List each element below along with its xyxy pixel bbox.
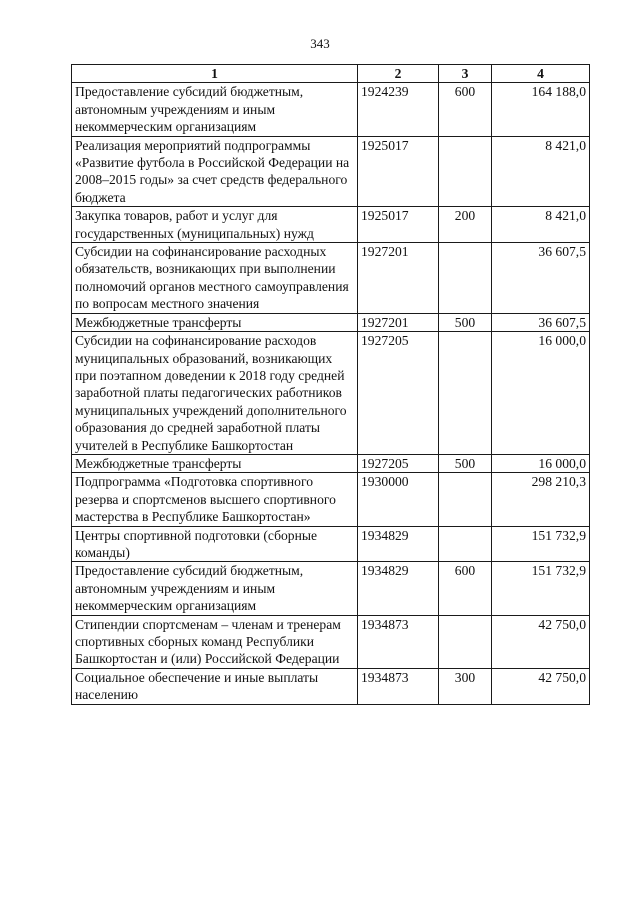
row-name-cell: Субсидии на софинансирование расходных обязательств, возникающих при выполнении полномочий органов местного самоуправления по вопросам местного значения bbox=[72, 243, 358, 314]
row-name-cell: Закупка товаров, работ и услуг для государственных (муниципальных) нужд bbox=[72, 207, 358, 243]
page-number: 343 bbox=[310, 36, 330, 51]
row-code-cell: 1934873 bbox=[358, 615, 439, 668]
row-kind-cell bbox=[439, 473, 492, 526]
row-code-cell: 1925017 bbox=[358, 207, 439, 243]
row-amount-cell: 36 607,5 bbox=[492, 243, 590, 314]
table-row bbox=[72, 207, 590, 243]
row-amount-cell: 151 732,9 bbox=[492, 562, 590, 615]
table-row bbox=[72, 615, 590, 668]
row-amount-cell: 36 607,5 bbox=[492, 313, 590, 331]
row-name-cell: Межбюджетные трансферты bbox=[72, 454, 358, 472]
row-name-cell: Субсидии на софинансирование расходов муниципальных образований, возникающих при поэтапном доведении к 2018 году средней заработной платы педагогических работников муниципальных учреждений дополнительного образования до средней заработной платы учителей в Республике Башкортостан bbox=[72, 332, 358, 455]
row-code-cell: 1924239 bbox=[358, 83, 439, 136]
row-name-cell: Социальное обеспечение и иные выплаты населению bbox=[72, 668, 358, 704]
row-code-cell: 1927201 bbox=[358, 243, 439, 314]
row-amount-cell: 16 000,0 bbox=[492, 332, 590, 455]
row-kind-cell bbox=[439, 526, 492, 562]
row-kind-cell: 600 bbox=[439, 83, 492, 136]
table-row bbox=[72, 454, 590, 472]
row-name-cell: Подпрограмма «Подготовка спортивного резерва и спортсменов высшего спортивного мастерства в Республике Башкортостан» bbox=[72, 473, 358, 526]
row-amount-cell: 16 000,0 bbox=[492, 454, 590, 472]
row-amount-cell: 42 750,0 bbox=[492, 615, 590, 668]
row-code-cell: 1934829 bbox=[358, 526, 439, 562]
row-name-cell: Предоставление субсидий бюджетным, автономным учреждениям и иным некоммерческим организациям bbox=[72, 83, 358, 136]
column-header-4: 4 bbox=[492, 65, 590, 83]
row-name-cell: Стипендии спортсменам – членам и тренерам спортивных сборных команд Республики Башкортостан и (или) Российской Федерации bbox=[72, 615, 358, 668]
row-kind-cell: 300 bbox=[439, 668, 492, 704]
row-amount-cell: 8 421,0 bbox=[492, 207, 590, 243]
row-kind-cell: 200 bbox=[439, 207, 492, 243]
table-row bbox=[72, 313, 590, 331]
row-name-cell: Центры спортивной подготовки (сборные команды) bbox=[72, 526, 358, 562]
table-body bbox=[72, 83, 590, 704]
row-amount-cell: 164 188,0 bbox=[492, 83, 590, 136]
row-code-cell: 1930000 bbox=[358, 473, 439, 526]
table-row bbox=[72, 526, 590, 562]
table-row bbox=[72, 562, 590, 615]
row-kind-cell bbox=[439, 136, 492, 207]
row-kind-cell: 500 bbox=[439, 454, 492, 472]
column-header-1: 1 bbox=[72, 65, 358, 83]
column-header-2: 2 bbox=[358, 65, 439, 83]
row-name-cell: Межбюджетные трансферты bbox=[72, 313, 358, 331]
row-code-cell: 1927205 bbox=[358, 332, 439, 455]
row-name-cell: Реализация мероприятий подпрограммы «Развитие футбола в Российской Федерации на 2008–2015 годы» за счет средств федерального бюджета bbox=[72, 136, 358, 207]
row-amount-cell: 42 750,0 bbox=[492, 668, 590, 704]
row-code-cell: 1934829 bbox=[358, 562, 439, 615]
column-header-3: 3 bbox=[439, 65, 492, 83]
row-kind-cell: 500 bbox=[439, 313, 492, 331]
row-kind-cell bbox=[439, 615, 492, 668]
row-name-cell: Предоставление субсидий бюджетным, автономным учреждениям и иным некоммерческим организациям bbox=[72, 562, 358, 615]
row-amount-cell: 151 732,9 bbox=[492, 526, 590, 562]
table-row bbox=[72, 83, 590, 136]
table-row bbox=[72, 473, 590, 526]
row-code-cell: 1925017 bbox=[358, 136, 439, 207]
table-row bbox=[72, 136, 590, 207]
table-header-row bbox=[72, 65, 590, 83]
row-kind-cell bbox=[439, 243, 492, 314]
row-kind-cell: 600 bbox=[439, 562, 492, 615]
row-kind-cell bbox=[439, 332, 492, 455]
row-amount-cell: 298 210,3 bbox=[492, 473, 590, 526]
table-row bbox=[72, 668, 590, 704]
row-code-cell: 1927205 bbox=[358, 454, 439, 472]
row-code-cell: 1927201 bbox=[358, 313, 439, 331]
row-amount-cell: 8 421,0 bbox=[492, 136, 590, 207]
budget-table bbox=[71, 64, 590, 705]
row-code-cell: 1934873 bbox=[358, 668, 439, 704]
table-row bbox=[72, 332, 590, 455]
table-row bbox=[72, 243, 590, 314]
